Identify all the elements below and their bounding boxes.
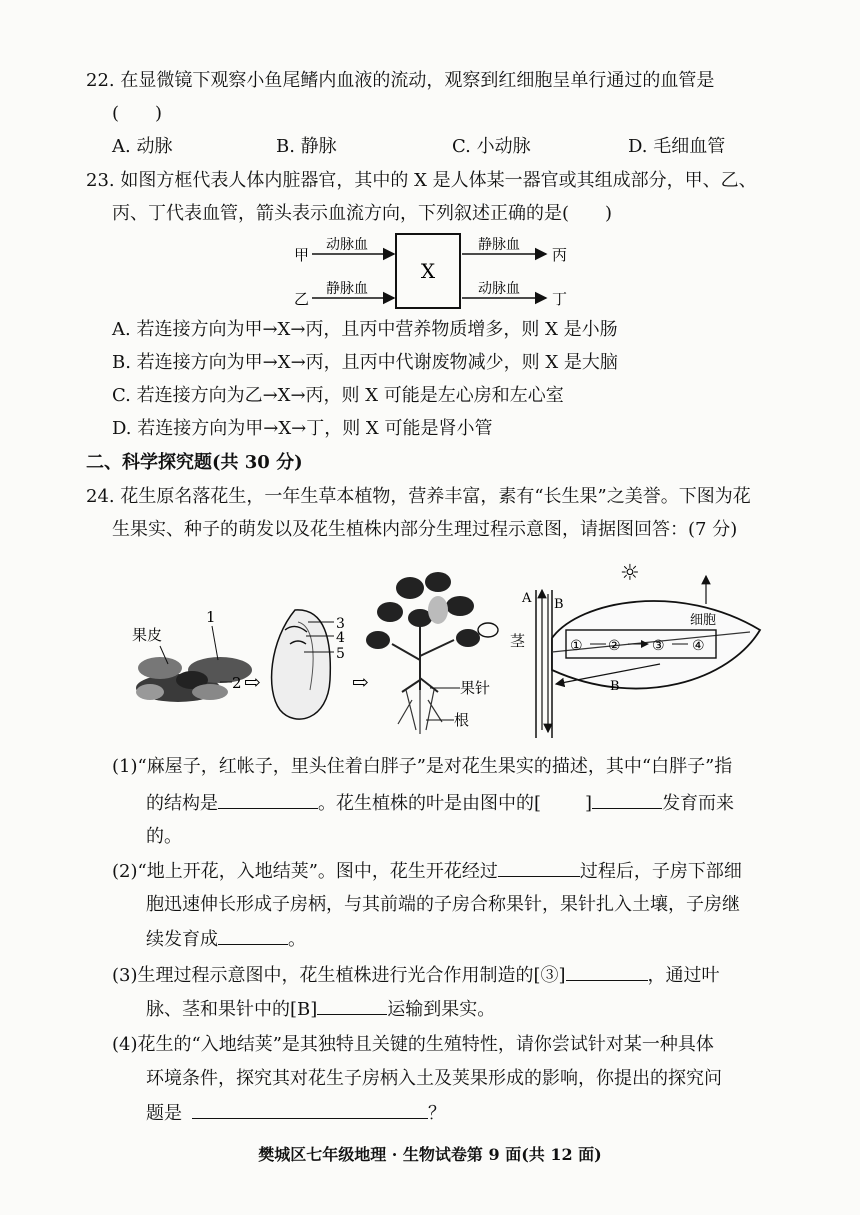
label-pericarp: 果皮 (132, 626, 163, 644)
label-arterial-out: 动脉血 (478, 281, 520, 297)
label-vessel-b: B (554, 597, 564, 612)
sun-icon: ☼ (620, 561, 640, 586)
q24-stem: 24. 花生原名落花生，一年生草本植物，营养丰富，素有“长生果”之美誉。下图为花 (86, 486, 751, 507)
q24-part3-text-d: 运输到果实。 (387, 999, 496, 1020)
q24-peanut-figure (120, 560, 780, 740)
q24-part3-text-c: 脉、茎和果针中的[B] (146, 999, 318, 1020)
circle-1: ① (570, 638, 583, 654)
page-footer: 樊城区七年级地理 · 生物试卷第 9 面(共 12 面) (258, 1145, 602, 1164)
q24-part1-text-d: 发育而来 (662, 793, 735, 814)
label-num-4: 4 (336, 630, 345, 646)
label-transport-b: B (610, 679, 620, 694)
q23-option-a: A. 若连接方向为甲→X→丙，且丙中营养物质增多，则 X 是小肠 (112, 319, 618, 340)
arrow-2: ⇨ (352, 670, 369, 694)
q24-part4-text-b: ？ (428, 1103, 446, 1124)
label-peg: 果针 (460, 679, 491, 697)
label-num-2: 2 (232, 674, 242, 692)
label-venous-out: 静脉血 (478, 237, 520, 253)
q24-stem-cont: 生果实、种子的萌发以及花生植株内部分生理过程示意图，请据图回答：(7 分) (112, 519, 738, 540)
q24-part2-text-b: 过程后，子房下部细 (579, 861, 742, 882)
vessel-ding: 丁 (552, 290, 568, 308)
q23-option-b: B. 若连接方向为甲→X→丙，且丙中代谢废物减少，则 X 是大脑 (112, 352, 618, 373)
q22-stem: 22. 在显微镜下观察小鱼尾鳍内血液的流动，观察到红细胞呈单行通过的血管是 (86, 70, 715, 91)
q24-part1-line2 (146, 788, 734, 819)
q24-part4-text-a: 题是 (146, 1103, 182, 1124)
q24-part2-line1 (112, 856, 742, 887)
q24-part1-text-b: 。花生植株的叶是由图中的[ (318, 793, 542, 814)
vessel-jia: 甲 (294, 246, 310, 264)
q24-part2-text-a: (2)“地上开花，入地结荚”。图中，花生开花经过 (112, 861, 498, 882)
label-num-3: 3 (336, 616, 345, 632)
label-cell: 细胞 (690, 613, 717, 628)
answer-blank-6[interactable] (566, 960, 648, 981)
label-root: 根 (454, 711, 470, 729)
label-num-5: 5 (336, 646, 345, 662)
label-arterial-in: 动脉血 (326, 237, 368, 253)
circle-4: ④ (692, 638, 705, 654)
q24-part4-line2: 环境条件，探究其对花生子房柄入土及荚果形成的影响，你提出的探究问 (146, 1068, 722, 1089)
q23-option-c: C. 若连接方向为乙→X→丙，则 X 可能是左心房和左心室 (112, 385, 564, 406)
peanut-plant-drawing (366, 572, 480, 734)
circle-3: ③ (652, 638, 665, 654)
q24-part3-text-b: ，通过叶 (647, 965, 720, 986)
q24-part4-line3 (146, 1098, 446, 1129)
answer-blank-4[interactable] (498, 856, 580, 877)
answer-blank-8[interactable] (192, 1098, 428, 1119)
q23-stem: 23. 如图方框代表人体内脏器官，其中的 X 是人体某一器官或其组成部分，甲、乙、 (86, 170, 757, 191)
q23-organ-diagram (290, 228, 580, 314)
vessel-yi: 乙 (294, 290, 310, 308)
answer-blank-5[interactable] (218, 924, 288, 945)
q24-part2-text-c: 续发育成 (146, 929, 218, 950)
arrow-1: ⇨ (244, 670, 261, 694)
q23-option-d: D. 若连接方向为甲→X→丁，则 X 可能是肾小管 (112, 418, 493, 439)
q23-stem-cont: 丙、丁代表血管，箭头表示血流方向，下列叙述正确的是( ) (112, 203, 613, 224)
q22-answer-bracket: ( ) (112, 103, 163, 124)
answer-blank-1[interactable] (218, 788, 318, 809)
peanut-seed-drawing (272, 610, 331, 719)
label-venous-in: 静脉血 (326, 281, 368, 297)
circle-2: ② (608, 638, 621, 654)
q22-option-a: A. 动脉 (112, 136, 173, 157)
vessel-bing: 丙 (552, 246, 568, 264)
q24-part4-line1: (4)花生的“入地结荚”是其独特且关键的生殖特性，请你尝试针对某一种具体 (112, 1034, 714, 1055)
answer-blank-7[interactable] (317, 994, 387, 1015)
q24-part1-text-a: 的结构是 (146, 793, 218, 814)
label-num-1: 1 (206, 608, 216, 626)
section-heading: 二、科学探究题(共 30 分) (86, 452, 303, 473)
q24-part1-line3: 的。 (146, 826, 182, 847)
q22-option-d: D. 毛细血管 (628, 136, 726, 157)
q24-part1-line1: (1)“麻屋子，红帐子，里头住着白胖子”是对花生果实的描述，其中“白胖子”指 (112, 756, 733, 777)
organ-box-label: X (420, 259, 436, 283)
q22-option-b: B. 静脉 (276, 136, 337, 157)
label-stem: 茎 (510, 632, 526, 650)
q22-option-c: C. 小动脉 (452, 136, 531, 157)
q24-part2-text-d: 。 (288, 929, 306, 950)
q24-part2-line3 (146, 924, 306, 955)
answer-blank-3[interactable] (592, 788, 662, 809)
q24-part1-text-c: ] (585, 793, 593, 814)
q24-part2-line2: 胞迅速伸长形成子房柄，与其前端的子房合称果针，果针扎入土壤，子房继 (146, 894, 740, 915)
label-vessel-a: A (522, 591, 532, 606)
q24-part3-text-a: (3)生理过程示意图中，花生植株进行光合作用制造的[③] (112, 965, 566, 986)
q24-part3-line2 (146, 994, 495, 1025)
q24-part3-line1 (112, 960, 720, 991)
